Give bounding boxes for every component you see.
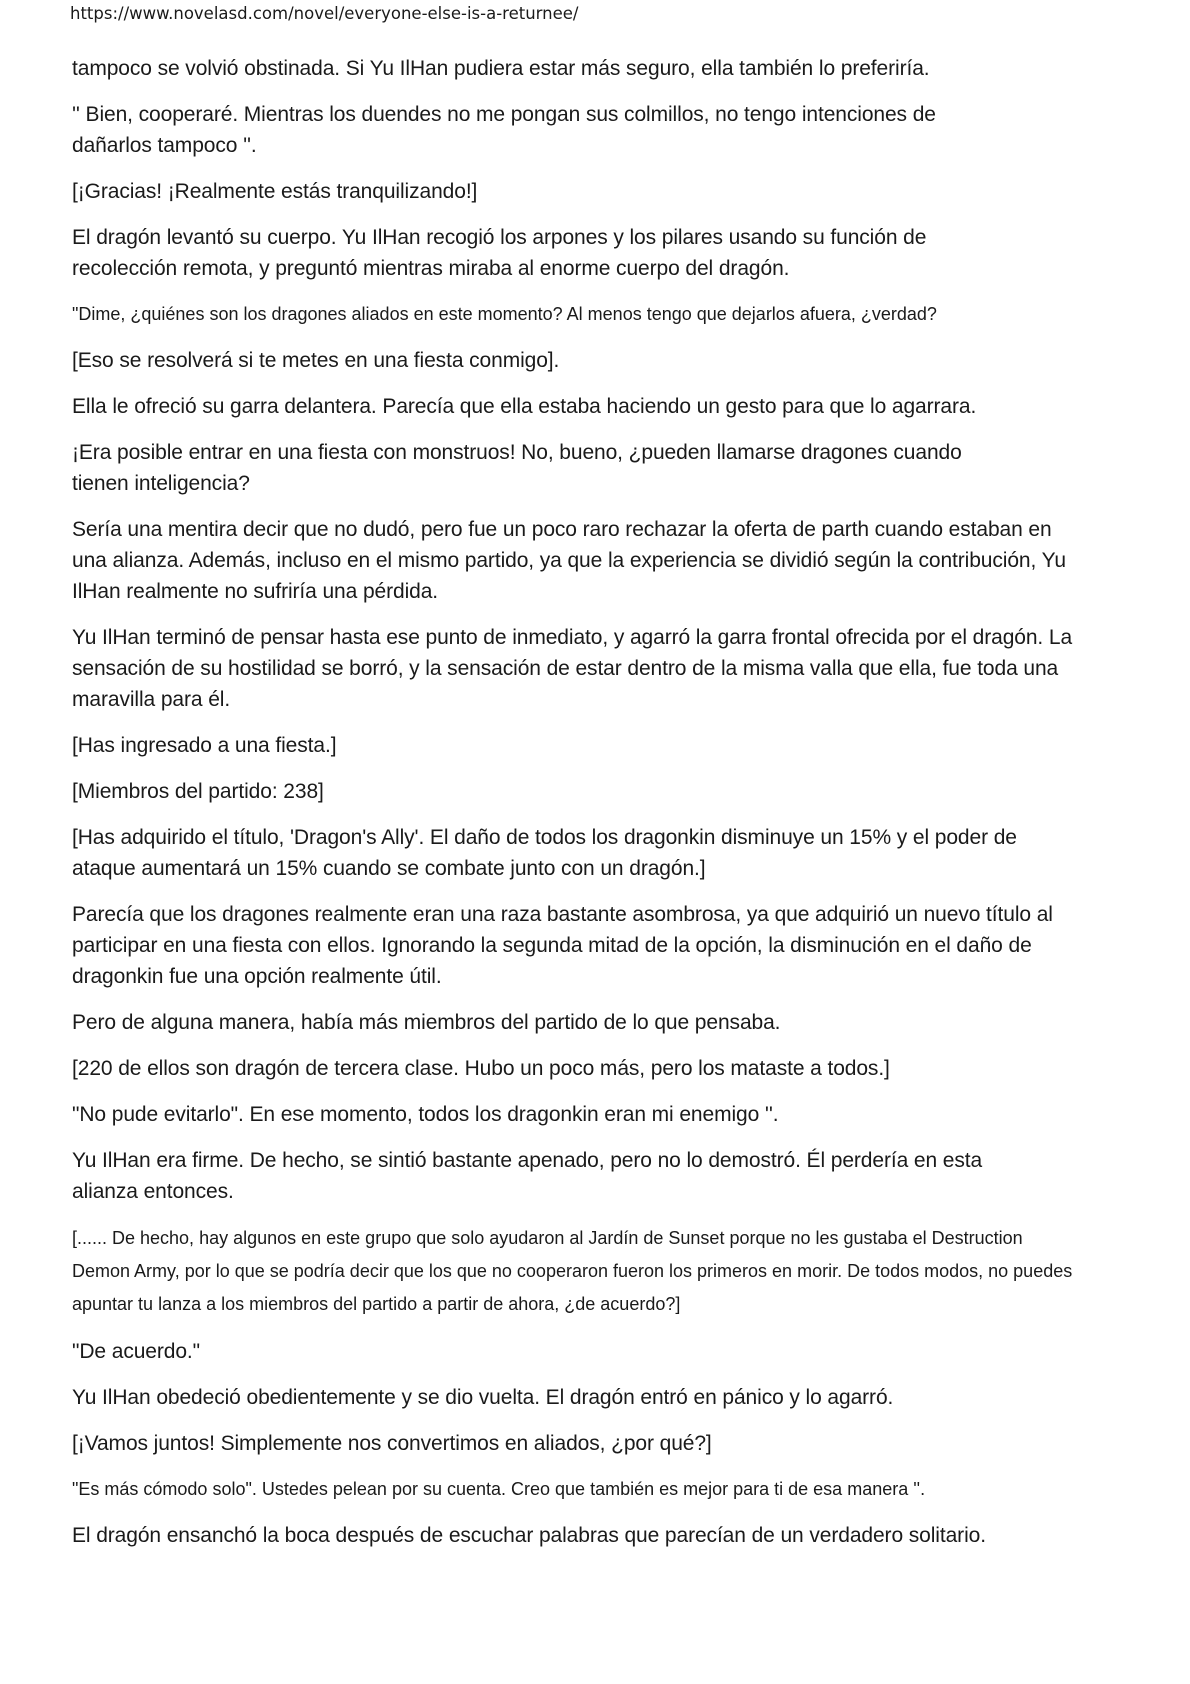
paragraph: Pero de alguna manera, había más miembros del partido de lo que pensaba. — [72, 1011, 781, 1034]
paragraph: ¡Era posible entrar en una fiesta con monstruos! No, bueno, ¿pueden llamarse dragones cuando tienen inteligencia? — [72, 441, 962, 495]
paragraph: "Es más cómodo solo". Ustedes pelean por su cuenta. Creo que también es mejor para ti de esa manera ''. — [72, 1479, 926, 1499]
paragraph: El dragón levantó su cuerpo. Yu IlHan recogió los arpones y los pilares usando su función de recolección remota, y preguntó mientras miraba al enorme cuerpo del dragón. — [72, 226, 927, 280]
chapter-text — [72, 53, 1122, 1566]
paragraph: Parecía que los dragones realmente eran una raza bastante asombrosa, ya que adquirió un nuevo título al participar en una fiesta con ellos. Ignorando la segunda mitad de la opción, la disminución en el daño de dragonkin fue una opción realmente útil. — [72, 903, 1053, 988]
paragraph: "No pude evitarlo". En ese momento, todos los dragonkin eran mi enemigo ''. — [72, 1103, 779, 1126]
paragraph: "De acuerdo." — [72, 1340, 201, 1363]
paragraph: El dragón ensanchó la boca después de escuchar palabras que parecían de un verdadero solitario. — [72, 1524, 986, 1547]
paragraph: [Has adquirido el título, 'Dragon's Ally'. El daño de todos los dragonkin disminuye un 15% y el poder de ataque aumentará un 15% cuando se combate junto con un dragón.] — [72, 826, 1017, 880]
paragraph: tampoco se volvió obstinada. Si Yu IlHan pudiera estar más seguro, ella también lo preferiría. — [72, 57, 930, 80]
paragraph: [Miembros del partido: 238] — [72, 780, 324, 803]
paragraph: '' Bien, cooperaré. Mientras los duendes no me pongan sus colmillos, no tengo intenciones de dañarlos tampoco ''. — [72, 103, 936, 157]
paragraph: [...... De hecho, hay algunos en este grupo que solo ayudaron al Jardín de Sunset porque no les gustaba el Destruction Demon Army, por lo que se podría decir que los que no cooperaron fueron los primeros en morir. De todos modos, no puedes apuntar tu lanza a los miembros del partido a partir de ahora, ¿de acuerdo?] — [72, 1228, 1073, 1314]
paragraph: Yu IlHan terminó de pensar hasta ese punto de inmediato, y agarró la garra frontal ofrecida por el dragón. La sensación de su hostilidad se borró, y la sensación de estar dentro de la misma valla que ella, fue toda una maravilla para él. — [72, 626, 1073, 711]
paragraph: Sería una mentira decir que no dudó, pero fue un poco raro rechazar la oferta de parth cuando estaban en una alianza. Además, incluso en el mismo partido, ya que la experiencia se dividió según la contribución, Yu IlHan realmente no sufriría una pérdida. — [72, 518, 1066, 603]
paragraph: [Has ingresado a una fiesta.] — [72, 734, 337, 757]
paragraph: [Eso se resolverá si te metes en una fiesta conmigo]. — [72, 349, 560, 372]
paragraph: Ella le ofreció su garra delantera. Parecía que ella estaba haciendo un gesto para que lo agarrara. — [72, 395, 977, 418]
paragraph: Yu IlHan obedeció obedientemente y se dio vuelta. El dragón entró en pánico y lo agarró. — [72, 1386, 894, 1409]
page-url: https://www.novelasd.com/novel/everyone-else-is-a-returnee/ — [70, 4, 579, 23]
paragraph: [¡Vamos juntos! Simplemente nos convertimos en aliados, ¿por qué?] — [72, 1432, 712, 1455]
paragraph: Yu IlHan era firme. De hecho, se sintió bastante apenado, pero no lo demostró. Él perdería en esta alianza entonces. — [72, 1149, 983, 1203]
paragraph: [¡Gracias! ¡Realmente estás tranquilizando!] — [72, 180, 478, 203]
paragraph: [220 de ellos son dragón de tercera clase. Hubo un poco más, pero los mataste a todos.] — [72, 1057, 890, 1080]
paragraph: "Dime, ¿quiénes son los dragones aliados en este momento? Al menos tengo que dejarlos afuera, ¿verdad? — [72, 304, 937, 324]
